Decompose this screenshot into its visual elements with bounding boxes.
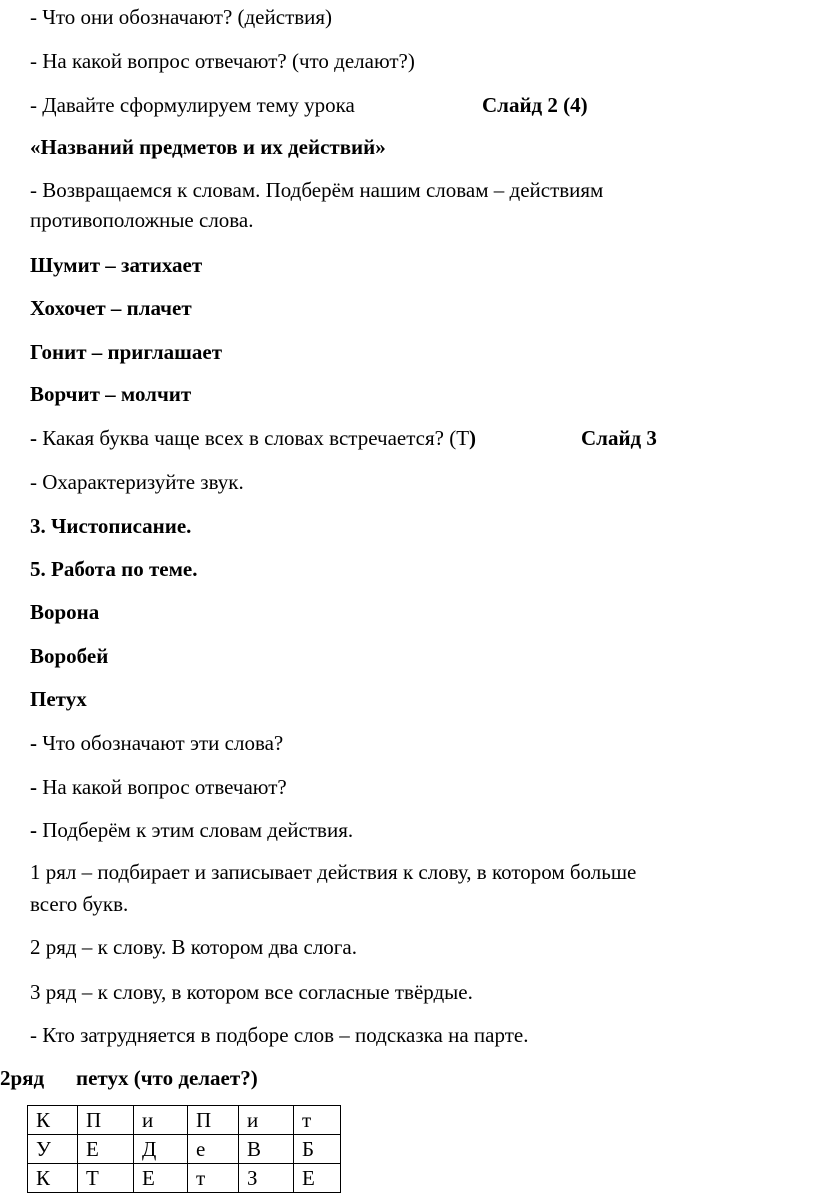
letter-grid	[27, 1105, 341, 1193]
letter-cell: Е	[294, 1164, 341, 1193]
letter-cell: З	[239, 1164, 294, 1193]
letter-cell: е	[188, 1135, 239, 1164]
letter-cell: У	[28, 1135, 78, 1164]
letter-grid-body	[28, 1106, 341, 1193]
letter-cell: К	[28, 1106, 78, 1135]
text-line-question	[30, 424, 790, 453]
text-line-topic	[30, 91, 790, 120]
question-text: Какая буква чаще всех в словах встречается? (Т	[37, 426, 470, 450]
text-line: 3 ряд – к слову, в котором все согласные твёрдые.	[30, 980, 473, 1004]
text-line	[30, 816, 353, 845]
letter-cell: Б	[294, 1135, 341, 1164]
letter-cell: Е	[78, 1135, 134, 1164]
text-line: 1 рял – подбирает и записывает действия к слову, в котором больше	[30, 860, 637, 884]
word-pair: Шумит – затихает	[30, 253, 203, 277]
letter-cell: П	[78, 1106, 134, 1135]
section-heading: 3. Чистописание.	[30, 514, 192, 538]
slide-reference: Слайд 2 (4)	[482, 93, 588, 117]
row-task-heading	[0, 1064, 400, 1093]
word: Воробей	[30, 644, 109, 668]
topic-prompt: - Давайте сформулируем тему урока	[30, 93, 355, 117]
text-line: - Возвращаемся к словам. Подберём нашим словам – действиям	[30, 178, 604, 202]
text-line: - Что они обозначают? (действия)	[30, 5, 333, 29]
letter-cell: К	[28, 1164, 78, 1193]
word-pair: Ворчит – молчит	[30, 382, 192, 406]
dash-marker: -	[30, 818, 37, 842]
letter-grid-row	[28, 1164, 341, 1193]
letter-cell: П	[188, 1106, 239, 1135]
question-text: На какой вопрос отвечают?	[37, 775, 287, 799]
row-label: 2ряд	[0, 1066, 45, 1090]
letter-cell: Е	[134, 1164, 188, 1193]
question-text: Что обозначают эти слова?	[37, 731, 284, 755]
text-line: - Кто затрудняется в подборе слов – подсказка на парте.	[30, 1023, 529, 1047]
section-heading: 5. Работа по теме.	[30, 557, 198, 581]
letter-cell: и	[239, 1106, 294, 1135]
letter-grid-row	[28, 1135, 341, 1164]
task-word: петух (что делает?)	[76, 1066, 258, 1090]
text-line: противоположные слова.	[30, 208, 254, 232]
dash-marker: -	[30, 731, 37, 755]
closing-paren: )	[469, 426, 477, 450]
slide-reference: Слайд 3	[581, 426, 657, 450]
text-line	[30, 773, 287, 802]
letter-cell: т	[188, 1164, 239, 1193]
letter-cell: Т	[78, 1164, 134, 1193]
letter-cell: и	[134, 1106, 188, 1135]
text-line: - Охарактеризуйте звук.	[30, 470, 244, 494]
word-pair: Хохочет – плачет	[30, 296, 192, 320]
letter-cell: Д	[134, 1135, 188, 1164]
text-line: - На какой вопрос отвечают? (что делают?)	[30, 49, 415, 73]
question-text: Подберём к этим словам действия.	[37, 818, 354, 842]
text-line	[30, 729, 283, 758]
dash-marker: -	[30, 426, 37, 450]
letter-cell: В	[239, 1135, 294, 1164]
letter-grid-row	[28, 1106, 341, 1135]
text-line: 2 ряд – к слову. В котором два слога.	[30, 935, 357, 959]
word: Ворона	[30, 600, 100, 624]
text-line: всего букв.	[30, 892, 129, 916]
lesson-topic: «Названий предметов и их действий»	[30, 135, 386, 159]
letter-cell: т	[294, 1106, 341, 1135]
dash-marker: -	[30, 775, 37, 799]
word: Петух	[30, 687, 87, 711]
word-pair: Гонит – приглашает	[30, 340, 223, 364]
